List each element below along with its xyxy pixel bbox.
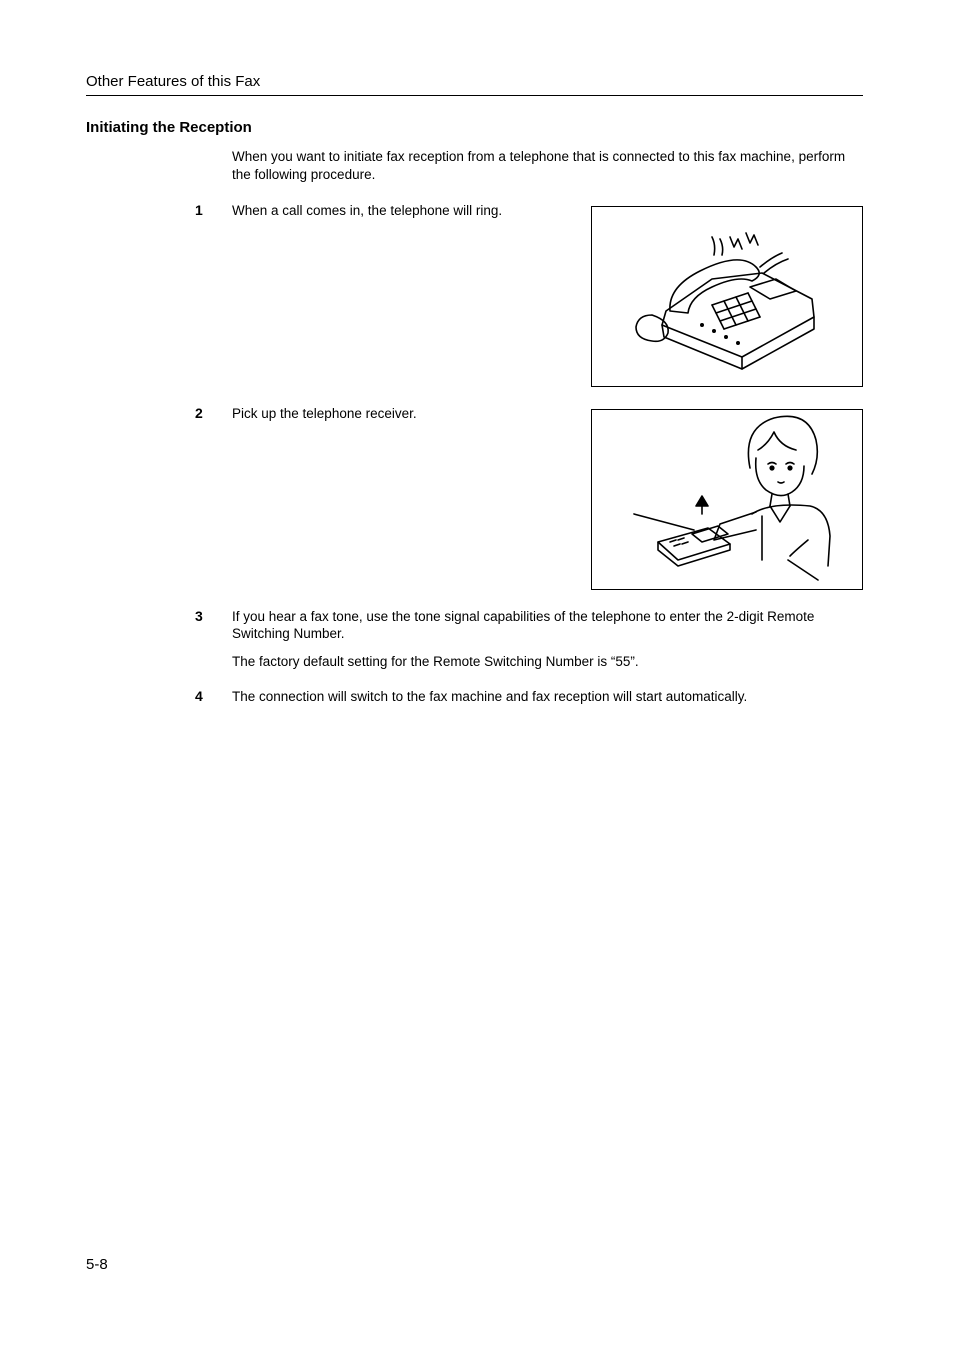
step-4-number: 4 [195, 688, 203, 704]
step-1-text: When a call comes in, the telephone will ring. [232, 203, 503, 218]
step-4-text: The connection will switch to the fax machine and fax reception will start automatically. [232, 689, 748, 704]
step-1-number: 1 [195, 202, 203, 218]
step-2-text: Pick up the telephone receiver. [232, 406, 417, 421]
page-header-title: Other Features of this Fax [86, 73, 261, 90]
section-heading: Initiating the Reception [86, 119, 252, 136]
header-divider [86, 95, 863, 96]
step-3-number: 3 [195, 608, 203, 624]
step-3-text: If you hear a fax tone, use the tone signal capabilities of the telephone to enter the 2-digit Remote Switching Number. [232, 609, 815, 641]
section-intro: When you want to initiate fax reception from a telephone that is connected to this fax machine, perform the following procedure. [232, 149, 846, 182]
person-lifting-receiver-illustration [591, 409, 863, 590]
page-number: 5-8 [86, 1256, 108, 1273]
step-2-number: 2 [195, 405, 203, 421]
ringing-telephone-illustration [591, 206, 863, 387]
step-3-note: The factory default setting for the Remote Switching Number is “55”. [232, 654, 639, 669]
